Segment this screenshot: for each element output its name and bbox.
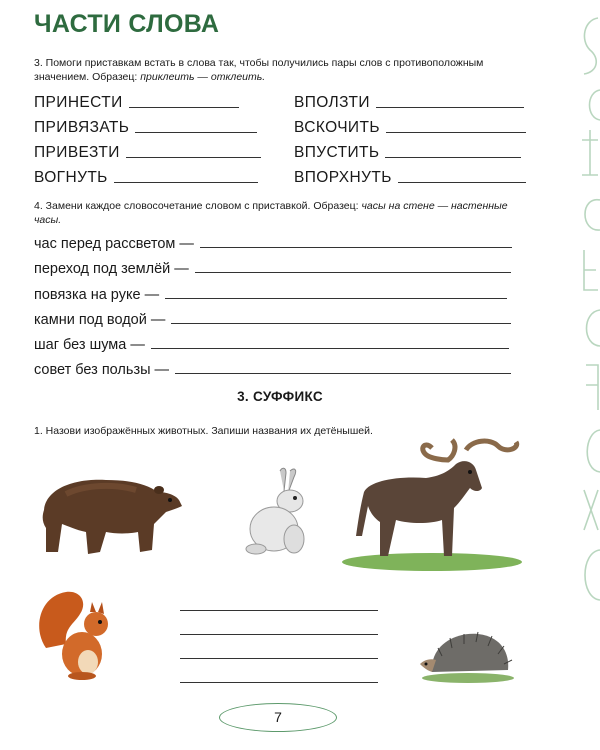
task-4-phrase: повязка на руке — xyxy=(34,287,160,303)
task-4-phrase: камни под водой — xyxy=(34,312,166,328)
task-3-text xyxy=(34,56,529,84)
task-3-row xyxy=(294,92,524,112)
task-4-text xyxy=(34,199,529,227)
task-3-instruction: 3. Помоги приставкам встать в слова так, чтобы получились пары слов с противоположным значением. Образец: xyxy=(34,57,484,83)
answer-line[interactable] xyxy=(126,157,261,158)
answer-line[interactable] xyxy=(180,682,378,683)
task-3-row xyxy=(294,117,526,137)
task-3-word-left: ПРИВЯЗАТЬ xyxy=(34,119,130,136)
answer-line[interactable] xyxy=(114,182,258,183)
answer-line[interactable] xyxy=(376,107,524,108)
answer-line[interactable] xyxy=(135,132,257,133)
task-3-row xyxy=(34,92,239,112)
section-heading: 3. СУФФИКС xyxy=(237,389,323,404)
task-4-phrase: совет без пользы — xyxy=(34,362,170,378)
page-title: ЧАСТИ СЛОВА xyxy=(34,10,220,38)
task-4-row xyxy=(34,333,509,353)
answer-line[interactable] xyxy=(195,272,511,273)
task-3-row xyxy=(34,142,261,162)
task-3-example: приклеить — отклеить. xyxy=(140,71,266,83)
answer-line[interactable] xyxy=(200,247,512,248)
task-3-word-right: ВСКОЧИТЬ xyxy=(294,119,380,136)
answer-line[interactable] xyxy=(129,107,239,108)
decorative-letters xyxy=(540,0,600,620)
bear-image xyxy=(36,470,184,560)
moose-image xyxy=(340,436,526,572)
task-3-word-left: ПРИВЕЗТИ xyxy=(34,144,120,161)
task-4-row xyxy=(34,308,511,328)
task-3-row xyxy=(294,167,526,187)
squirrel-image xyxy=(36,588,120,680)
answer-line[interactable] xyxy=(175,373,511,374)
hedgehog-image xyxy=(418,626,516,684)
answer-line[interactable] xyxy=(180,610,378,611)
task-3-word-right: ВПОРХНУТЬ xyxy=(294,169,392,186)
hare-image xyxy=(242,465,314,557)
answer-line[interactable] xyxy=(165,298,507,299)
task-3-word-right: ВПОЛЗТИ xyxy=(294,94,370,111)
task-3-word-left: ВОГНУТЬ xyxy=(34,169,108,186)
answer-line[interactable] xyxy=(151,348,509,349)
answer-line[interactable] xyxy=(180,658,378,659)
answer-line[interactable] xyxy=(171,323,511,324)
task-3-row xyxy=(34,117,257,137)
task-4-instruction: 4. Замени каждое словосочетание словом с приставкой. Образец: xyxy=(34,200,359,212)
task-4-phrase: переход под землёй — xyxy=(34,261,189,277)
task-4-row xyxy=(34,358,511,378)
task-4-phrase: час перед рассветом — xyxy=(34,236,194,252)
answer-line[interactable] xyxy=(398,182,526,183)
page-number: 7 xyxy=(219,703,337,732)
task-4-row xyxy=(34,257,511,277)
task-4-row xyxy=(34,232,512,252)
answer-line[interactable] xyxy=(385,157,521,158)
answer-line[interactable] xyxy=(180,634,378,635)
task-3-word-right: ВПУСТИТЬ xyxy=(294,144,380,161)
answer-line[interactable] xyxy=(386,132,526,133)
task-3-row xyxy=(34,167,258,187)
suffix-task-1-text: 1. Назови изображённых животных. Запиши названия их детёнышей. xyxy=(34,425,373,437)
task-3-row xyxy=(294,142,521,162)
task-3-word-left: ПРИНЕСТИ xyxy=(34,94,123,111)
task-4-row xyxy=(34,283,507,303)
task-4-example: часы на стене — настенные часы. xyxy=(34,200,508,226)
task-4-phrase: шаг без шума — xyxy=(34,337,145,353)
